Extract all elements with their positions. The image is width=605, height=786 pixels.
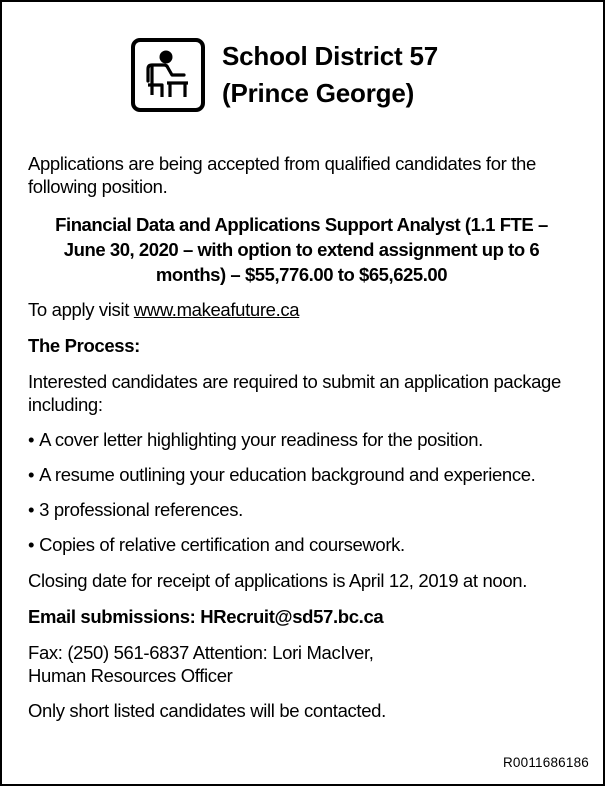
ad-header <box>131 38 575 112</box>
district-name-line2: (Prince George) <box>222 78 415 108</box>
list-item <box>28 498 575 521</box>
bullet-icon: • <box>28 534 35 555</box>
list-item-text: A resume outlining your education background and experience. <box>39 464 536 485</box>
apply-link[interactable]: www.makeafuture.ca <box>133 299 300 320</box>
process-heading: The Process: <box>28 335 140 356</box>
position-title <box>28 212 575 287</box>
email-submissions: Email submissions: HRecruit@sd57.bc.ca <box>28 606 384 627</box>
closing-date-text: Closing date for receipt of applications is April 12, 2019 at noon. <box>28 570 527 591</box>
bullet-icon: • <box>28 464 35 485</box>
student-at-desk-svg <box>140 47 196 103</box>
ad-body <box>28 152 575 722</box>
list-item <box>28 463 575 486</box>
district-name-line1: School District 57 <box>222 41 439 71</box>
requirements-list <box>28 428 575 556</box>
position-title-line3: months) – $55,776.00 to $65,625.00 <box>155 264 448 285</box>
short-listed-notice: Only short listed candidates will be contacted. <box>28 700 386 721</box>
district-name <box>222 38 438 112</box>
fax-contact <box>28 641 575 687</box>
position-title-line1: Financial Data and Applications Support Analyst (1.1 FTE – <box>55 214 548 235</box>
list-item-text: A cover letter highlighting your readiness for the position. <box>39 429 483 450</box>
list-item-text: 3 professional references. <box>39 499 243 520</box>
list-item <box>28 533 575 556</box>
list-item-text: Copies of relative certification and coursework. <box>39 534 405 555</box>
fax-line2: Human Resources Officer <box>28 665 233 686</box>
position-title-line2: June 30, 2020 – with option to extend assignment up to 6 <box>63 239 540 260</box>
bullet-icon: • <box>28 499 35 520</box>
intro-text: Applications are being accepted from qualified candidates for the following position. <box>28 153 536 197</box>
reference-number: R0011686186 <box>502 755 589 770</box>
fax-line1: Fax: (250) 561-6837 Attention: Lori MacIver, <box>28 642 374 663</box>
list-item <box>28 428 575 451</box>
bullet-icon: • <box>28 429 35 450</box>
apply-prefix: To apply visit <box>28 299 134 320</box>
process-text: Interested candidates are required to submit an application package including: <box>28 371 561 415</box>
student-at-desk-icon <box>131 38 205 112</box>
apply-text <box>28 298 575 321</box>
